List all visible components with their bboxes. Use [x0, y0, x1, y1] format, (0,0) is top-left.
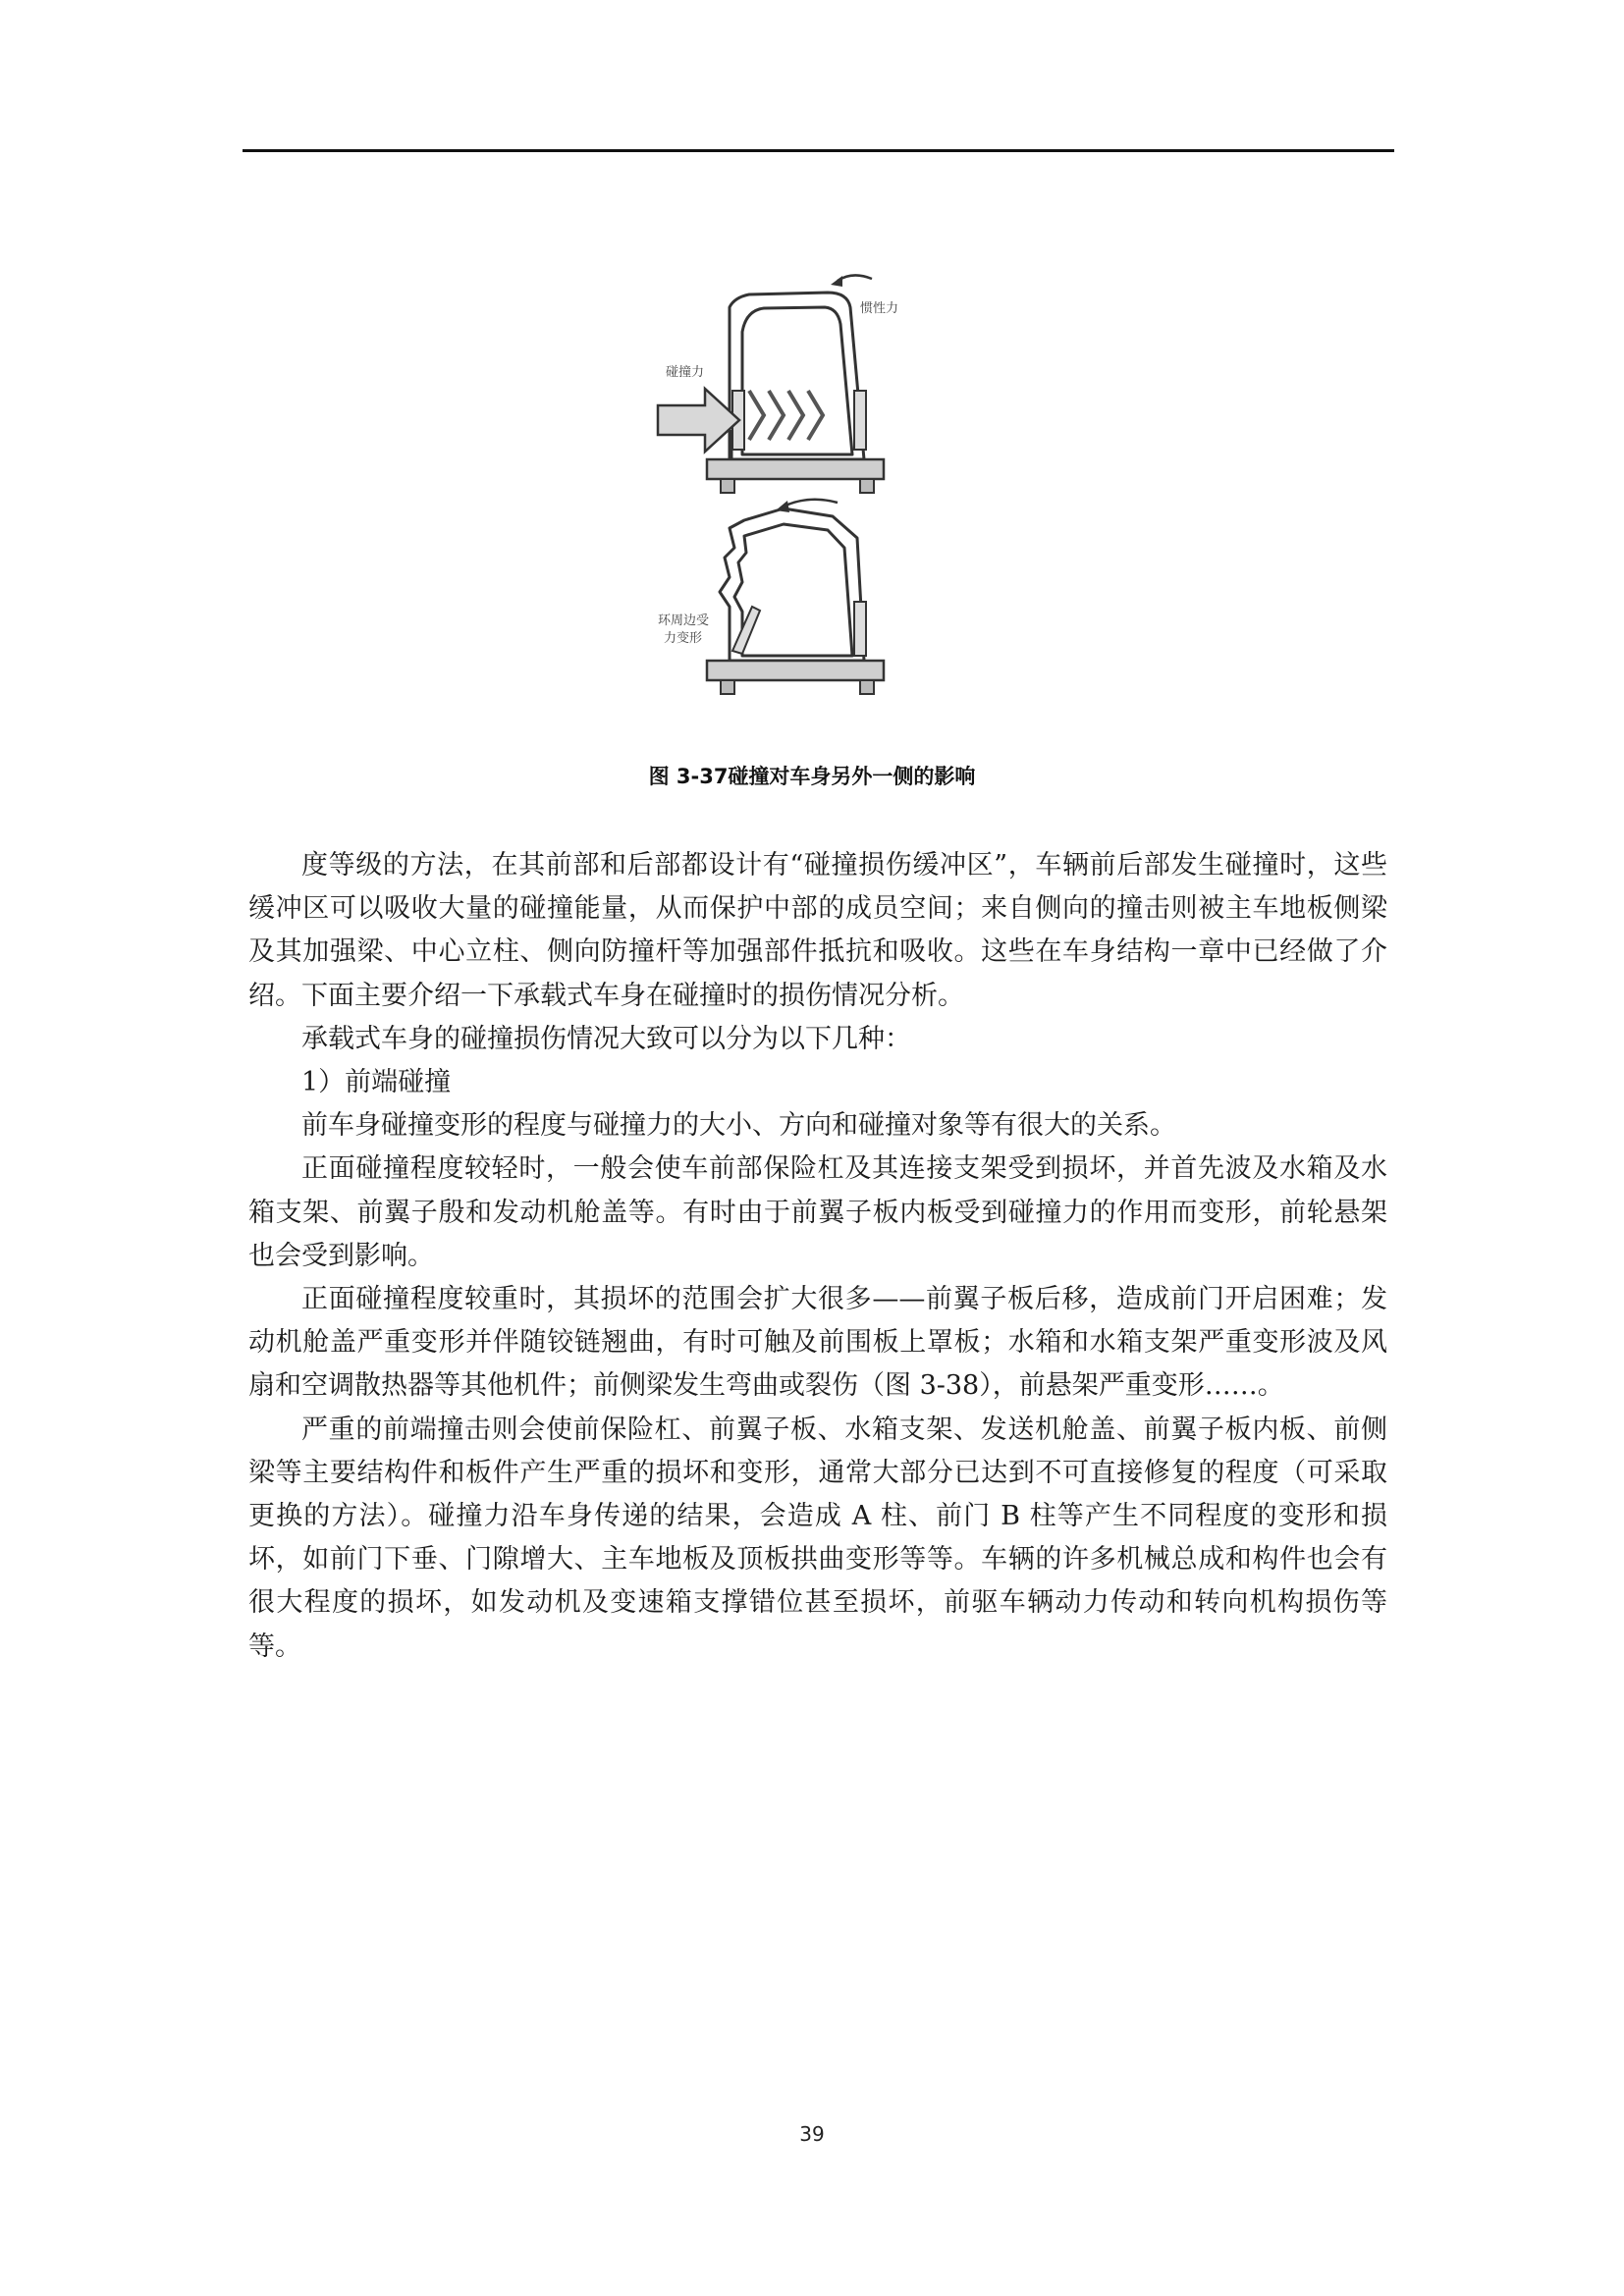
label-perimeter-1: 环周边受 [658, 614, 710, 628]
bottom-pillars [732, 602, 866, 656]
top-floor [707, 459, 884, 479]
inertia-arrowhead [831, 276, 842, 287]
bottom-feet [721, 680, 874, 694]
label-perimeter-2: 力变形 [664, 631, 703, 646]
figure-caption: 图 3-37碰撞对车身另外一侧的影响 [648, 765, 976, 788]
section-heading: 1）前端碰撞 [301, 1067, 452, 1098]
impact-arrow [658, 389, 739, 452]
rotation-arrow [784, 500, 838, 507]
inertia-arrow [838, 275, 872, 281]
label-inertia: 惯性力 [860, 301, 899, 316]
header-rule [243, 149, 1394, 152]
body-text [248, 844, 1387, 1669]
figure-collision-diagram [636, 263, 1009, 724]
top-body [730, 293, 864, 459]
paragraph: 严重的前端撞击则会使前保险杠、前翼子板、水箱支架、发送机舱盖、前翼子板内板、前侧梁等主要结构件和板件产生严重的损坏和变形，通常大部分已达到不可直接修复的程度（可采取更换的方法）。碰撞力沿车身传递的结果，会造成 A 柱、前门 B 柱等产生不同程度的变形和损坏，如前门下垂、门隙增大、主车地板及顶板拱曲变形等等。车辆的许多机械总成和构件也会有很大程度的损坏，如发动机及变速箱支撑错位甚至损坏，前驱车辆动力传动和转向机构损伤等等。 [248, 1414, 1387, 1662]
collision-diagram-svg [636, 263, 1009, 724]
paragraph: 正面碰撞程度较重时，其损坏的范围会扩大很多——前翼子板后移，造成前门开启困难；发动机舱盖严重变形并伴随铰链翘曲，有时可触及前围板上罩板；水箱和水箱支架严重变形波及风扇和空调散热器等其他机件；前侧梁发生弯曲或裂伤（图 3-38），前悬架严重变形……。 [248, 1284, 1387, 1402]
shock-chevrons [749, 391, 823, 440]
paragraph: 度等级的方法，在其前部和后部都设计有“碰撞损伤缓冲区”，车辆前后部发生碰撞时，这些缓冲区可以吸收大量的碰撞能量，从而保护中部的成员空间；来自侧向的撞击则被主车地板侧梁及其加强梁、中心立柱、侧向防撞杆等加强部件抵抗和吸收。这些在车身结构一章中已经做了介绍。下面主要介绍一下承载式车身在碰撞时的损伤情况分析。 [248, 850, 1387, 1011]
paragraph: 正面碰撞程度较轻时，一般会使车前部保险杠及其连接支架受到损坏，并首先波及水箱及水箱支架、前翼子殷和发动机舱盖等。有时由于前翼子板内板受到碰撞力的作用而变形，前轮悬架也会受到影响。 [248, 1153, 1387, 1271]
paragraph: 承载式车身的碰撞损伤情况大致可以分为以下几种： [301, 1023, 911, 1054]
bottom-floor [707, 661, 884, 680]
page-number: 39 [799, 2122, 825, 2146]
top-feet [721, 479, 874, 493]
rotation-arrowhead [776, 501, 789, 512]
label-impact: 碰撞力 [666, 365, 705, 380]
paragraph: 前车身碰撞变形的程度与碰撞力的大小、方向和碰撞对象等有很大的关系。 [301, 1110, 1176, 1142]
